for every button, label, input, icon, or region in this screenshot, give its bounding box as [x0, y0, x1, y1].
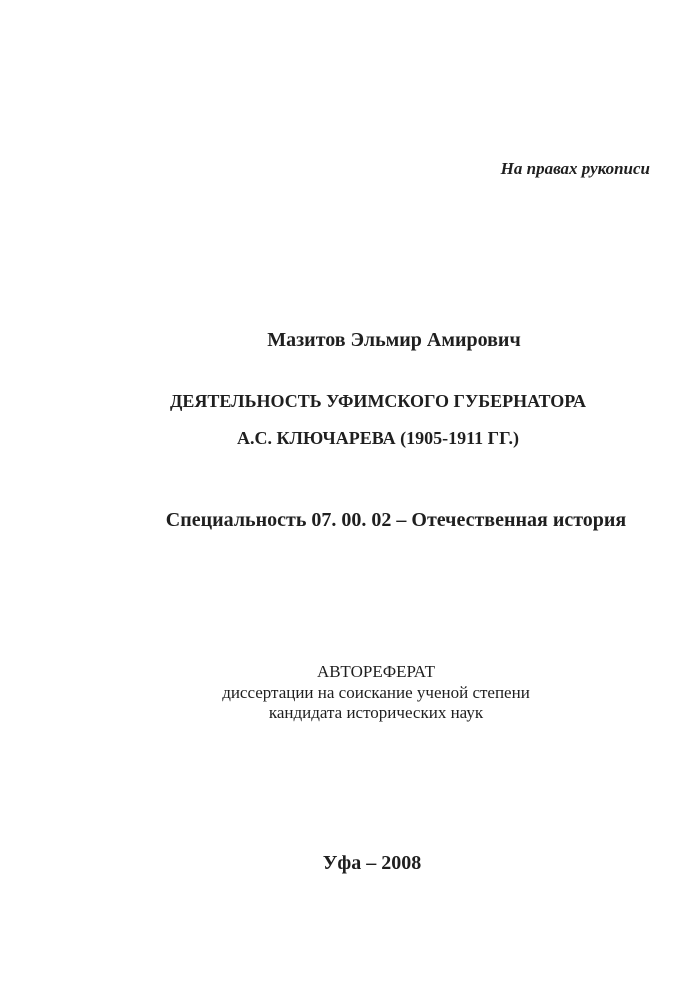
manuscript-rights-note: На правах рукописи — [500, 159, 650, 178]
abstract-block — [26, 662, 700, 724]
specialty-line: Специальность 07. 00. 02 – Отечественная история — [165, 509, 627, 531]
dissertation-title-line1: ДЕЯТЕЛЬНОСТЬ УФИМСКОГО ГУБЕРНАТОРА — [170, 391, 586, 411]
abstract-heading: АВТОРЕФЕРАТ — [317, 662, 435, 681]
abstract-subline-field: кандидата исторических наук — [268, 703, 484, 722]
city-year-imprint: Уфа – 2008 — [322, 852, 422, 874]
abstract-subline-degree: диссертации на соискание ученой степени — [222, 682, 530, 702]
author-name: Мазитов Эльмир Амирович — [267, 329, 521, 351]
dissertation-title-line2: А.С. КЛЮЧАРЕВА (1905-1911 ГГ.) — [237, 428, 519, 448]
